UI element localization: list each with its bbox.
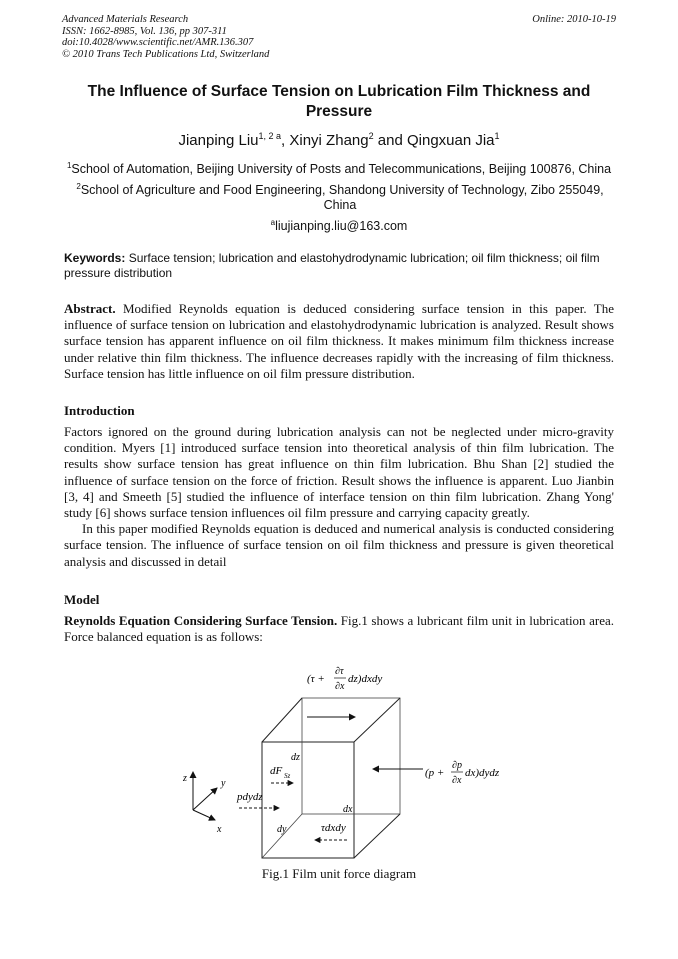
online-date: Online: 2010-10-19 <box>532 14 616 25</box>
email-text: liujianping.liu@163.com <box>275 219 408 234</box>
cube-front-face <box>262 742 354 858</box>
z-axis-label: z <box>183 773 187 784</box>
cube-edge-tr <box>354 698 400 742</box>
cube-edge-br <box>354 814 400 858</box>
affiliation-2 <box>72 179 608 213</box>
author-1: Jianping Liu <box>178 132 259 149</box>
model-paragraph <box>64 613 614 645</box>
right-force-den: ∂x <box>452 775 462 786</box>
model-heading: Model <box>64 592 100 607</box>
author-line <box>62 131 616 149</box>
abstract-label: Abstract. <box>64 301 116 316</box>
dy-label: dy <box>277 824 287 835</box>
keywords-text: Surface tension; lubrication and elastohydrodynamic lubrication; oil film thickness; oil film pressure distribution <box>64 251 600 280</box>
introduction-body <box>64 424 614 570</box>
dz-label: dz <box>291 752 300 763</box>
author-1-sup: 1, 2 a <box>258 131 282 141</box>
model-text: Fig.1 shows a lubricant film unit in lubrication area. Force balanced equation is as follows: <box>64 613 615 645</box>
affiliation-1-text: School of Automation, Beijing University of Posts and Telecommunications, Beijing 100876, China <box>71 162 612 177</box>
paper-title: The Influence of Surface Tension on Lubrication Film Thickness and Pressure <box>87 83 591 120</box>
cube-edge-tl <box>262 698 302 742</box>
top-force-right: dz)dxdy <box>348 673 383 685</box>
author-2: , Xinyi Zhang <box>281 132 369 149</box>
introduction-heading: Introduction <box>64 403 135 418</box>
top-force-num: ∂τ <box>335 666 344 677</box>
keywords-label: Keywords: <box>64 251 126 265</box>
y-axis-label: y <box>221 778 226 789</box>
journal-name: Advanced Materials Research <box>62 14 189 25</box>
dx-label: dx <box>343 804 353 815</box>
journal-header <box>62 14 269 60</box>
surface-force-label: dF <box>270 765 283 777</box>
author-2-sup: 2 <box>368 131 374 141</box>
x-axis <box>193 810 215 820</box>
cube-edge-bl <box>262 814 302 858</box>
surface-force-sub: Sz <box>284 772 291 780</box>
introduction-paragraph-2: In this paper modified Reynolds equation is deduced and numerical analysis is conducted considering surface tension. The influence of surface tension on oil film thickness and pressure is given theoretical analysis and discussed in detail <box>64 521 614 569</box>
affiliation-1 <box>62 158 616 177</box>
author-3-sup: 1 <box>494 131 500 141</box>
abstract-text: Modified Reynolds equation is deduced considering surface tension in this paper. The influence of surface tension on lubrication and elastohydrodynamic lubrication is analyzed. Result shows surface tension has apparent influence on oil film thickness. It makes minimum film thickness increase under relative thin film thickness. The influence decreases rapidly with the increasing of film thickness. Surface tension has little influence on oil film pressure distribution. <box>64 301 614 381</box>
top-force-left: (τ + <box>307 673 325 685</box>
author-3: and Qingxuan Jia <box>373 132 495 149</box>
left-pressure-label: pdydz <box>237 791 263 803</box>
affiliation-1-sup: 1 <box>66 161 72 170</box>
x-axis-label: x <box>217 824 222 835</box>
doi-line: doi:10.4028/www.scientific.net/AMR.136.307 <box>62 37 254 48</box>
issn-line: ISSN: 1662-8985, Vol. 136, pp 307-311 <box>62 25 227 37</box>
affiliation-2-text: School of Agriculture and Food Engineering, Shandong University of Technology, Zibo 255049, China <box>80 183 604 213</box>
author-email <box>62 215 616 234</box>
copyright-line: © 2010 Trans Tech Publications Ltd, Switzerland <box>62 48 270 60</box>
keywords <box>64 251 616 281</box>
right-force-num: ∂p <box>452 760 462 771</box>
model-subheading: Reynolds Equation Considering Surface Tension. <box>64 613 338 628</box>
figure-caption: Fig.1 Film unit force diagram <box>261 866 417 881</box>
introduction-paragraph-1: Factors ignored on the ground during lubrication analysis can not be neglected under micro-gravity condition. Myers [1] introduced surface tension into theoretical analysis of thin film lubrication. The results show surface tension has great influence on thin film lubrication. Bhu Shan [2] studied the influence of surface tension on the force of friction. Result shows the influence is apparent. Luo Jianbin [3, 4] and Smeeth [5] studied the influence of interface tension on thin film lubrication. Zhang Yong' study [6] shows surface tension influences oil film pressure and carrying capacity greatly. <box>64 424 614 521</box>
email-sup: a <box>270 218 276 227</box>
top-force-den: ∂x <box>335 681 345 692</box>
affiliation-2-sup: 2 <box>76 182 81 191</box>
film-unit-diagram <box>175 660 515 875</box>
right-force-right: dx)dydz <box>465 767 500 779</box>
abstract <box>64 301 614 382</box>
cube-back-face <box>302 698 400 814</box>
bottom-shear-label: τdxdy <box>321 822 346 834</box>
y-axis <box>193 788 217 810</box>
right-force-left: (p + <box>425 767 445 779</box>
